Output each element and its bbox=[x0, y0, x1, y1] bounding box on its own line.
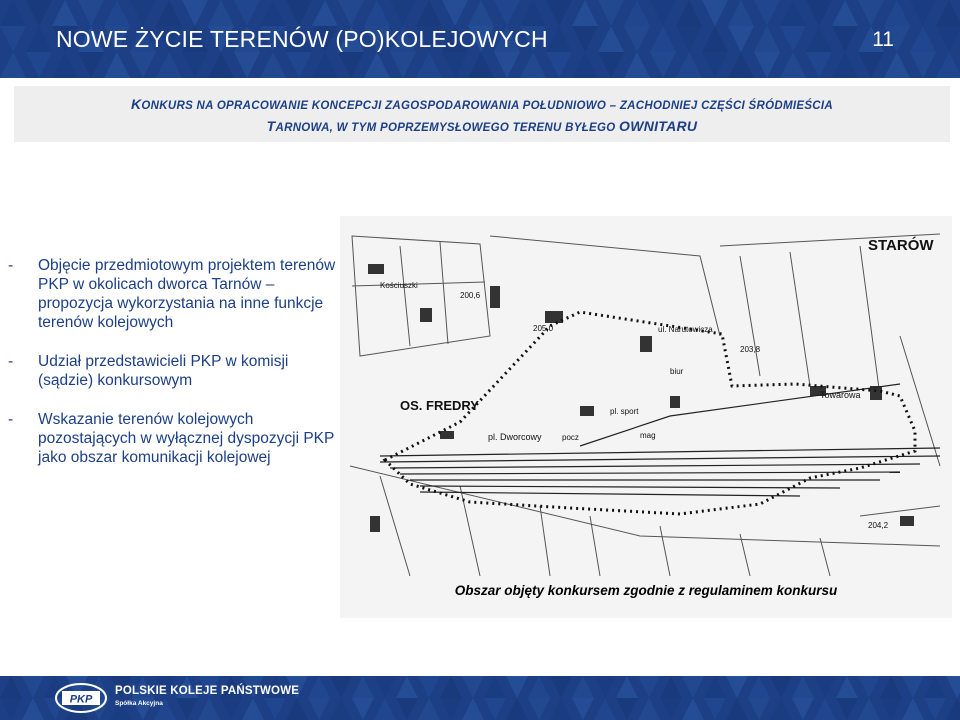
pkp-logo bbox=[54, 682, 108, 714]
site-map bbox=[340, 216, 952, 618]
map-label-kosciuszki: Kościuszki bbox=[380, 281, 418, 290]
subtitle-line-1: KONKURS NA OPRACOWANIE KONCEPCJI ZAGOSPODAROWANIA POŁUDNIOWO – ZACHODNIEJ CZĘŚCI ŚRÓDMIEŚCIA bbox=[130, 96, 833, 112]
bullet-text: Wskazanie terenów kolejowych pozostających w wyłącznej dyspozycji PKP jako obszar komunikacji kolejowej bbox=[38, 411, 335, 466]
map-label-fredry: OS. FREDRY bbox=[400, 398, 479, 413]
map-label-elevation-3: 203,8 bbox=[740, 345, 761, 354]
subtitle-box bbox=[14, 86, 950, 142]
map-label-biur: biur bbox=[670, 367, 684, 376]
page-number: 11 bbox=[872, 28, 894, 51]
bullet-dash: - bbox=[8, 353, 14, 370]
bullet-item bbox=[8, 256, 338, 332]
map-label-sport: pl. sport bbox=[610, 407, 639, 416]
bullet-text: Udział przedstawicieli PKP w komisji (sądzie) konkursowym bbox=[38, 353, 289, 389]
bullet-item bbox=[8, 352, 338, 390]
map-label-narutowicza: ul. Narutowicza bbox=[658, 325, 713, 334]
page-title: NOWE ŻYCIE TERENÓW (PO)KOLEJOWYCH bbox=[56, 26, 548, 52]
bullet-dash: - bbox=[8, 411, 14, 428]
svg-text:PKP: PKP bbox=[69, 693, 93, 706]
subtitle-line-2: TARNOWA, W TYM POPRZEMYSŁOWEGO TERENU BYŁEGO OWNITARU bbox=[266, 118, 698, 134]
footer-pattern bbox=[0, 676, 960, 720]
brand-name: POLSKIE KOLEJE PAŃSTWOWE bbox=[115, 685, 300, 697]
map-label-mag: mag bbox=[640, 431, 656, 440]
map-drawing bbox=[340, 216, 952, 618]
header-bar bbox=[0, 0, 960, 78]
map-label-poczta: pocz bbox=[562, 433, 579, 442]
bullet-dash: - bbox=[8, 257, 14, 274]
map-label-elevation-2: 200,6 bbox=[460, 291, 481, 300]
map-label-elevation-1: 205,0 bbox=[533, 324, 554, 333]
map-label-towarowa: Towarowa bbox=[820, 390, 861, 400]
map-label-starow: STARÓW bbox=[868, 237, 934, 254]
bullet-item bbox=[8, 410, 338, 467]
map-caption: Obszar objęty konkursem zgodnie z regulaminem konkursu bbox=[454, 583, 838, 598]
map-label-elevation-4: 204,2 bbox=[868, 521, 889, 530]
brand-subtitle: Spółka Akcyjna bbox=[115, 700, 163, 707]
bullet-list bbox=[8, 256, 338, 487]
map-label-dworcowy: pl. Dworcowy bbox=[488, 432, 542, 442]
footer-bar bbox=[0, 676, 960, 720]
bullet-text: Objęcie przedmiotowym projektem terenów PKP w okolicach dworca Tarnów – propozycja wykorzystania na inne funkcje terenów kolejowych bbox=[38, 257, 336, 331]
